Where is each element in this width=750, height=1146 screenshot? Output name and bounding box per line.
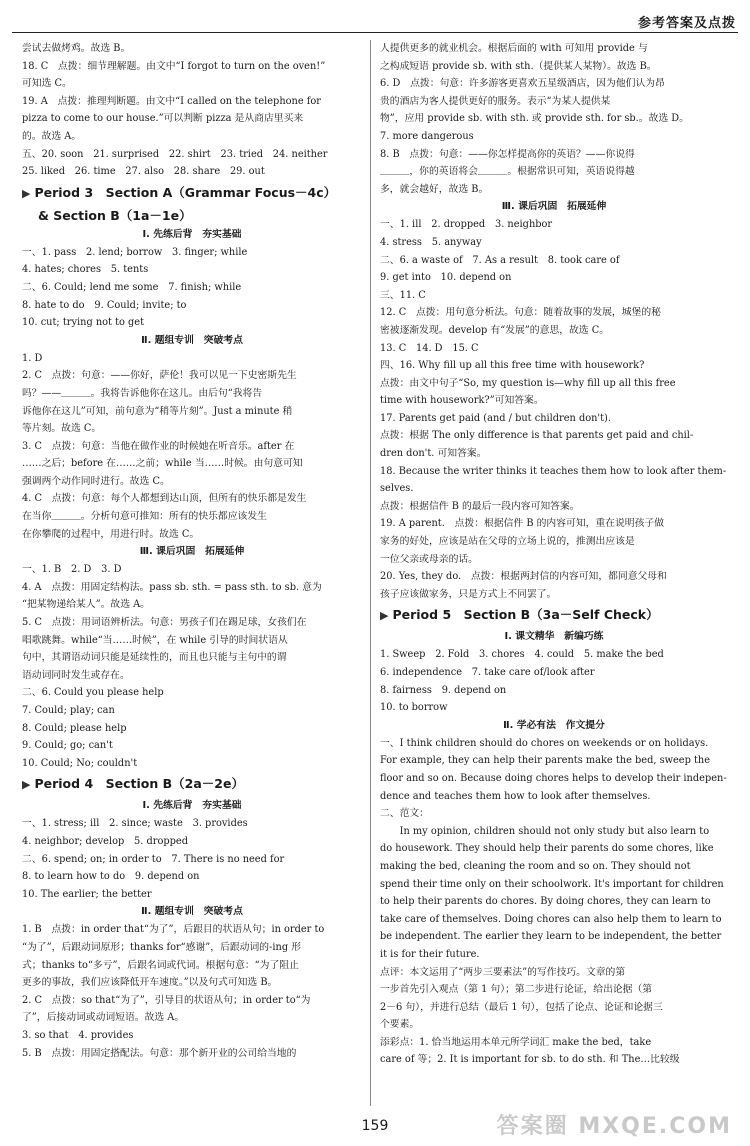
answer-line: 18. C 点拨：细节理解题。由文中“I forgot to turn on the oven!” (22, 60, 326, 72)
answer-line: 4. A 点拨：用固定结构法。pass sb. sth. = pass sth. to sb. 意为 (22, 581, 322, 593)
answer-line: 二、6. spend; on; in order to 7. There is no need for (22, 853, 285, 865)
column-divider (370, 40, 371, 1106)
section-heading (380, 605, 728, 626)
answer-line: to help their parents do chores. By doing chores, they can learn to (380, 896, 711, 908)
answer-line: 孩子应该做家务，只是方式上不同罢了。 (380, 588, 557, 600)
answer-line: 物”，应用 provide sb. with sth. 或 provide sth. for sb.。故选 D。 (380, 113, 689, 125)
answer-line: ＿＿＿，你的英语将会＿＿＿。根据常识可知，英语说得越 (380, 166, 635, 178)
subsection-heading: Ⅰ. 先练后背 夯实基础 (142, 228, 242, 240)
subsection-heading: Ⅱ. 题组专训 突破考点 (141, 906, 243, 918)
answer-line: 6. D 点拨：句意：许多游客更喜欢五星级酒店，因为他们认为昂 (380, 78, 665, 90)
answer-line: 一、1. pass 2. lend; borrow 3. finger; while (22, 246, 248, 258)
answer-line: 尝试去做烤鸡。故选 B。 (22, 43, 131, 54)
right-column (380, 40, 728, 1106)
answer-line: be independent. The earlier they learn to be independent, the better (380, 931, 722, 943)
subsection-heading: Ⅲ. 课后巩固 拓展延伸 (501, 201, 607, 213)
answer-line: 点拨：根据信件 B 的最后一段内容可知答案。 (380, 500, 580, 512)
answer-line: 二、6. Could; lend me some 7. finish; while (22, 281, 242, 293)
answer-line: 4. C 点拨：句意：每个人都想到达山顶，但所有的快乐都是发生 (22, 493, 307, 505)
answer-line: 3. C 点拨：句意：当他在做作业的时候她在听音乐。after 在 (22, 440, 295, 452)
answer-line: 式；thanks to“多亏”，后跟名词或代词。根据句意：“为了阻止 (22, 959, 299, 971)
answer-line: 等片刻。故选 C。 (22, 423, 102, 435)
answer-line: 二、范文： (380, 808, 429, 820)
answer-line: 18. Because the writer thinks it teaches them how to look after them- (380, 465, 727, 477)
answer-line: 家务的好处，应该是站在父母的立场上说的，推测出应该是 (380, 536, 635, 548)
answer-line: 语动词同时发生或存在。 (22, 669, 130, 681)
answer-line: time with housework?”可知答案。 (380, 395, 544, 407)
section-heading (22, 183, 362, 204)
answer-line: 个要素。 (380, 1019, 420, 1031)
answer-line: ……之后；before 在……之前；while 当……时候。由句意可知 (22, 458, 303, 470)
answer-line: “为了”，后跟动词原形；thanks for“感谢”，后跟动词的-ing 形 (22, 941, 301, 953)
answer-line: 了”，后接动词或动词短语。故选 A。 (22, 1012, 185, 1024)
answer-line: selves. (380, 483, 414, 495)
answer-line: 4. hates; chores 5. tents (22, 264, 149, 276)
answer-line: 一、I think children should do chores on weekends or on holidays. (380, 737, 709, 749)
answer-line: 二、6. Could you please help (22, 687, 164, 699)
answer-line: floor and so on. Because doing chores helps to develop their indepen- (380, 772, 727, 784)
answer-line: 点拨：由文中句子“So, my question is—why fill up all this free (380, 377, 676, 389)
answer-line: 20. Yes, they do. 点拨：根据两封信的内容可知，都同意父母和 (380, 571, 667, 583)
triangle-icon: ▶ (22, 778, 31, 792)
section-heading (22, 774, 362, 795)
answer-line: 4. neighbor; develop 5. dropped (22, 835, 188, 847)
answer-line: 10. cut; trying not to get (22, 317, 145, 329)
answer-line: do housework. They should help their parents do some chores, like (380, 843, 714, 855)
answer-line: 多，就会越好，故选 B。 (380, 183, 489, 195)
watermark-logo: 答案圈 MXQE.COM (496, 1114, 732, 1139)
answer-line: 2. C 点拨：句意：——你好，萨伦！我可以见一下史密斯先生 (22, 370, 297, 382)
subsection-heading: Ⅲ. 课后巩固 拓展延伸 (139, 546, 245, 558)
answer-line: dence and teaches them how to look after themselves. (380, 790, 651, 802)
answer-line: 三、11. C (380, 289, 426, 301)
answer-line: 19. A parent. 点拨：根据信件 B 的内容可知，重在说明孩子做 (380, 518, 664, 530)
answer-line: 强调两个动作同时进行。故选 C。 (22, 475, 170, 487)
answer-line: 6. independence 7. take care of/look after (380, 667, 595, 678)
answer-line: spend their time only on their schoolwork. It's important for children (380, 878, 724, 890)
answer-line: 在当你＿＿＿。分析句意可推知：所有的快乐都应该发生 (22, 511, 267, 523)
answer-line: 一步首先引入观点（第 1 句）；第二步进行论证，给出论据（第 (380, 984, 653, 996)
answer-line: 1. D (22, 352, 43, 364)
answer-line: 12. C 点拨：用句意分析法。句意：随着故事的发展，城堡的秘 (380, 307, 661, 319)
subsection-heading: Ⅱ. 题组专训 突破考点 (141, 334, 243, 346)
essay-line: In my opinion, children should not only study but also learn to (399, 825, 710, 837)
answer-line: 之构成短语 provide sb. with sth.（提供某人某物）。故选 B。 (380, 60, 657, 72)
answer-line: 四、16. Why fill up all this free time with housework? (380, 360, 645, 372)
answer-line: 人提供更多的就业机会。根据后面的 with 可知用 provide 与 (380, 43, 648, 54)
answer-line: 点拨：根据 The only difference is that parents get paid and chil- (380, 430, 694, 442)
answer-line: it is for their future. (380, 948, 480, 960)
left-column (22, 40, 362, 1106)
answer-line: 诉他你在这儿”可知，前句意为“稍等片刻”。Just a minute 稍 (22, 405, 293, 417)
answer-line: 8. Could; please help (22, 722, 127, 734)
answer-line: 添彩点：1. 恰当地运用本单元所学词汇 make the bed，take (380, 1036, 652, 1048)
answer-line: 句中，其谓语动词只能是延续性的，而且也只能与主句中的谓 (22, 652, 287, 664)
answer-line: 7. more dangerous (380, 130, 474, 142)
answer-line: 密被逐渐发现。develop 有“发展”的意思，故选 C。 (380, 324, 609, 336)
answer-line: 吗？——＿＿＿。我将告诉他你在这儿。由后句“我将告 (22, 387, 263, 399)
section-heading-text: Period 5 Section B（3a－Self Check） (392, 607, 659, 623)
answer-line: dren don't. 可知答案。 (380, 448, 487, 460)
answer-line: 2－6 句），并进行总结（最后 1 句），包括了论点、论证和论据三 (380, 1001, 663, 1013)
answer-line: 25. liked 26. time 27. also 28. share 29. out (22, 166, 265, 178)
section-heading-text: Period 3 Section A（Grammar Focus－4c） (34, 184, 337, 200)
answer-line: 的。故选 A。 (22, 130, 82, 142)
answer-line: 10. Could; No; couldn't (22, 757, 138, 769)
answer-line: 1. B 点拨：in order that“为了”，后跟目的状语从句；in order to (22, 924, 325, 936)
answer-line: 7. Could; play; can (22, 705, 115, 716)
answer-line: 13. C 14. D 15. C (380, 342, 479, 354)
subsection-heading: Ⅰ. 课文精华 新编巧练 (504, 631, 604, 643)
section-heading-text: Period 4 Section B（2a－2e） (34, 776, 244, 792)
subsection-heading: Ⅱ. 学必有法 作文提分 (503, 719, 605, 731)
answer-line: 8. B 点拨：句意：——你怎样提高你的英语？——你说得 (380, 148, 635, 160)
triangle-icon: ▶ (22, 186, 31, 200)
answer-line: 唱歌跳舞。while“当……时候”，在 while 引导的时间状语从 (22, 634, 288, 646)
answer-line: 二、6. a waste of 7. As a result 8. took care of (380, 254, 620, 266)
answer-line: 一、1. B 2. D 3. D (22, 564, 122, 576)
answer-line: 更多的事故，我们应该降低开车速度。”以及句式可知选 B。 (22, 977, 278, 989)
answer-line: 2. C 点拨：so that“为了”，引导目的状语从句；in order to“为 (22, 994, 311, 1006)
answer-line: 5. B 点拨：用固定搭配法。句意：那个新开业的公司给当地的 (22, 1047, 297, 1059)
answer-line: 19. A 点拨：推理判断题。由文中“I called on the telephone for (22, 95, 321, 107)
answer-line: 8. fairness 9. depend on (380, 684, 507, 696)
answer-line: 点评：本文运用了“两步三要素法”的写作技巧。文章的第 (380, 966, 626, 978)
page-number: 159 (361, 1118, 389, 1134)
answer-line: 五、20. soon 21. surprised 22. shirt 23. tried 24. neither (22, 148, 328, 160)
answer-line: 9. Could; go; can't (22, 740, 113, 752)
answer-line: 贵的酒店为客人提供更好的服务。表示“为某人提供某 (380, 95, 611, 107)
triangle-icon: ▶ (380, 609, 389, 623)
answer-line: 9. get into 10. depend on (380, 272, 512, 284)
answer-line: 1. Sweep 2. Fold 3. chores 4. could 5. make the bed (380, 649, 664, 661)
answer-line: 10. to borrow (380, 702, 448, 714)
answer-line: 可知选 C。 (22, 78, 72, 90)
answer-line: making the bed, cleaning the room and so on. They should not (380, 860, 691, 872)
answer-line: take care of themselves. Doing chores can also help them to learn to (380, 913, 722, 925)
answer-line: 17. Parents get paid (and / but children don't). (380, 412, 611, 424)
answer-line: 3. so that 4. provides (22, 1029, 134, 1041)
answer-line: care of 等；2. It is important for sb. to do sth. 和 The…比较级 (380, 1054, 680, 1066)
subsection-heading: Ⅰ. 先练后背 夯实基础 (142, 800, 242, 812)
answer-line: pizza to come to our house.”可以判断 pizza 是从商店里买来 (22, 113, 304, 125)
section-heading-continued: & Section B（1a－1e） (38, 207, 192, 223)
answer-line: 一位父亲或母亲的话。 (380, 553, 478, 565)
answer-line: “把某物递给某人”。故选 A。 (22, 599, 150, 611)
answer-line: 4. stress 5. anyway (380, 236, 482, 248)
header-rule (12, 32, 738, 33)
answer-line: 一、1. ill 2. dropped 3. neighbor (380, 219, 553, 231)
answer-line: 8. to learn how to do 9. depend on (22, 871, 200, 883)
answer-line: 5. C 点拨：用词语辨析法。句意：男孩子们在踢足球，女孩们在 (22, 617, 307, 629)
answer-line: For example, they can help their parents make the bed, sweep the (380, 755, 711, 767)
answer-line: 在你攀爬的过程中，用进行时。故选 C。 (22, 528, 200, 540)
page-header-title: 参考答案及点拨 (637, 16, 736, 31)
answer-line: 8. hate to do 9. Could; invite; to (22, 299, 187, 311)
answer-line: 一、1. stress; ill 2. since; waste 3. provides (22, 818, 248, 830)
answer-line: 10. The earlier; the better (22, 888, 152, 900)
